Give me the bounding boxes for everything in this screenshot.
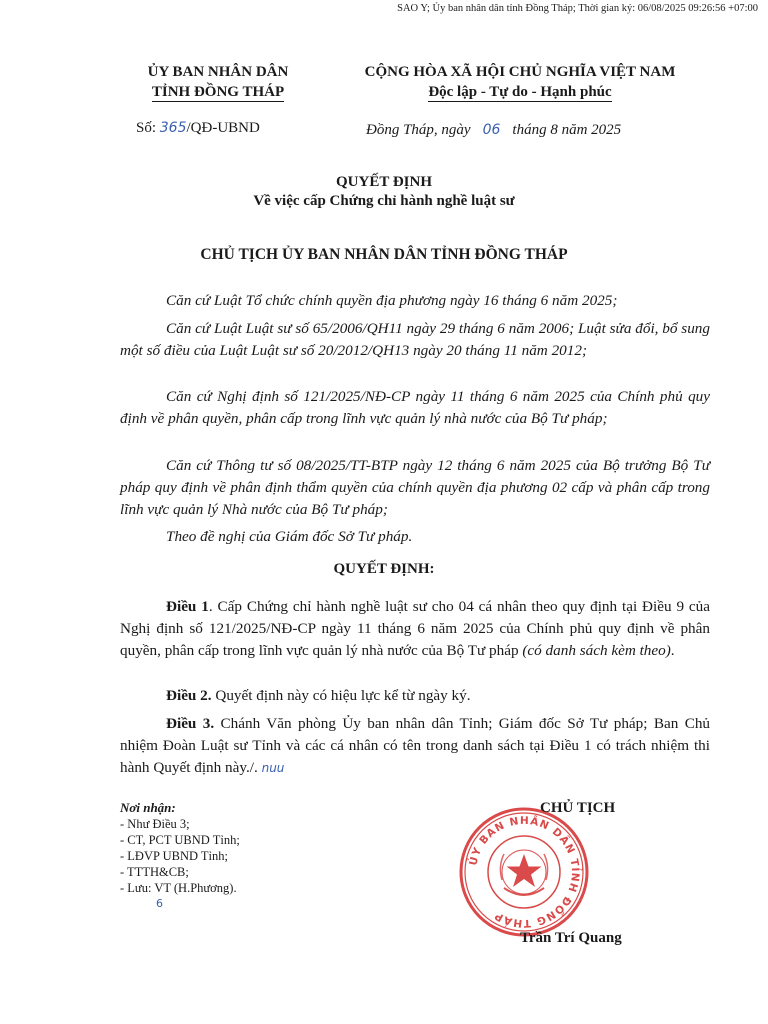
nation-line-2: Độc lập - Tự do - Hạnh phúc [428, 84, 612, 100]
article-1-end: . [670, 642, 675, 659]
doc-number-suffix: /QĐ-UBND [186, 120, 260, 136]
digital-signature-line: SAO Y; Ủy ban nhân dân tỉnh Đồng Tháp; Thời gian ký: 06/08/2025 09:26:56 +07:00 [397, 3, 758, 14]
signer-title: CHỦ TỊCH [540, 800, 616, 816]
signer-name: Trần Trí Quang [520, 930, 622, 946]
place-date [366, 122, 621, 139]
article-3-label: Điều 3. [166, 715, 215, 732]
recipients-block [120, 800, 240, 912]
recipients-heading: Nơi nhận: [120, 800, 176, 815]
nation-line-1: CỘNG HÒA XÃ HỘI CHỦ NGHĨA VIỆT NAM [364, 64, 676, 80]
handwritten-initials: nuu [261, 761, 285, 775]
article-1-text: . Cấp Chứng chỉ hành nghề luật sư cho 04 cá nhân theo quy định tại Điều 9 của Nghị định số 121/2025/NĐ-CP ngày 11 tháng 6 năm 2025 của Chính phủ quy định về phân quyền, phân cấp trong lĩnh vực quản lý nhà nước của Bộ Tư pháp [120, 598, 711, 659]
document-number [136, 120, 260, 137]
article-1-label: Điều 1 [166, 598, 209, 615]
article-2-label: Điều 2. [166, 687, 212, 704]
agency-line-2: TỈNH ĐỒNG THÁP [151, 84, 285, 100]
document-subject: Về việc cấp Chứng chỉ hành nghề luật sư [253, 193, 515, 209]
basis-3: Căn cứ Nghị định số 121/2025/NĐ-CP ngày 11 tháng 6 năm 2025 của Chính phủ quy định về phân quyền, phân cấp trong lĩnh vực quản lý nhà nước của Bộ Tư pháp; [120, 388, 710, 427]
recipient-item: - LĐVP UBND Tỉnh; [120, 849, 228, 863]
agency-line-1: ỦY BAN NHÂN DÂN [147, 64, 289, 80]
article-2 [120, 685, 710, 707]
recipient-item: - CT, PCT UBND Tỉnh; [120, 833, 240, 847]
decision-heading: QUYẾT ĐỊNH: [333, 561, 435, 577]
date-suffix: tháng 8 năm 2025 [512, 122, 622, 138]
basis-4: Căn cứ Thông tư số 08/2025/TT-BTP ngày 12 tháng 6 năm 2025 của Bộ trưởng Bộ Tư pháp quy định về phân định thẩm quyền của chính quyền địa phương 02 cấp và phân cấp trong lĩnh vực quản lý Nhà nước của Bộ Tư pháp; [120, 457, 710, 518]
doc-number-handwritten: 365 [159, 120, 187, 136]
issuing-authority: CHỦ TỊCH ỦY BAN NHÂN DÂN TỈNH ĐỒNG THÁP [200, 246, 568, 263]
article-3-text: Chánh Văn phòng Ủy ban nhân dân Tỉnh; Giám đốc Sở Tư pháp; Ban Chủ nhiệm Đoàn Luật sư Tỉnh và các cá nhân có tên trong danh sách tại Điều 1 có trách nhiệm thi hành Quyết định này./. [120, 715, 711, 776]
official-seal-icon [458, 806, 590, 938]
basis-5: Theo đề nghị của Giám đốc Sở Tư pháp. [166, 528, 413, 545]
issuing-agency [118, 62, 318, 102]
article-2-text: Quyết định này có hiệu lực kể từ ngày ký. [211, 687, 471, 704]
article-1 [120, 596, 710, 662]
doc-number-prefix: Số: [136, 120, 157, 136]
article-3 [120, 713, 710, 779]
date-day-handwritten: 06 [482, 122, 501, 138]
recipient-item: - Lưu: VT (H.Phương). [120, 881, 237, 895]
document-type: QUYẾT ĐỊNH [336, 174, 432, 190]
recipient-item: - TTTH&CB; [120, 865, 189, 879]
date-prefix: Đồng Tháp, ngày [366, 122, 471, 138]
handwritten-mark: 6 [156, 897, 163, 910]
article-1-note: (có danh sách kèm theo) [522, 642, 671, 659]
seal-ring-text: ỦY BAN NHÂN DÂN TỈNH ĐỒNG THÁP [467, 814, 582, 930]
national-motto [330, 62, 710, 102]
basis-2: Căn cứ Luật Luật sư số 65/2006/QH11 ngày 29 tháng 6 năm 2006; Luật sửa đổi, bổ sung một số điều của Luật Luật sư số 20/2012/QH13 ngày 20 tháng 11 năm 2012; [120, 320, 710, 359]
recipient-item: - Như Điều 3; [120, 817, 190, 831]
basis-1: Căn cứ Luật Tổ chức chính quyền địa phương ngày 16 tháng 6 năm 2025; [166, 292, 618, 309]
